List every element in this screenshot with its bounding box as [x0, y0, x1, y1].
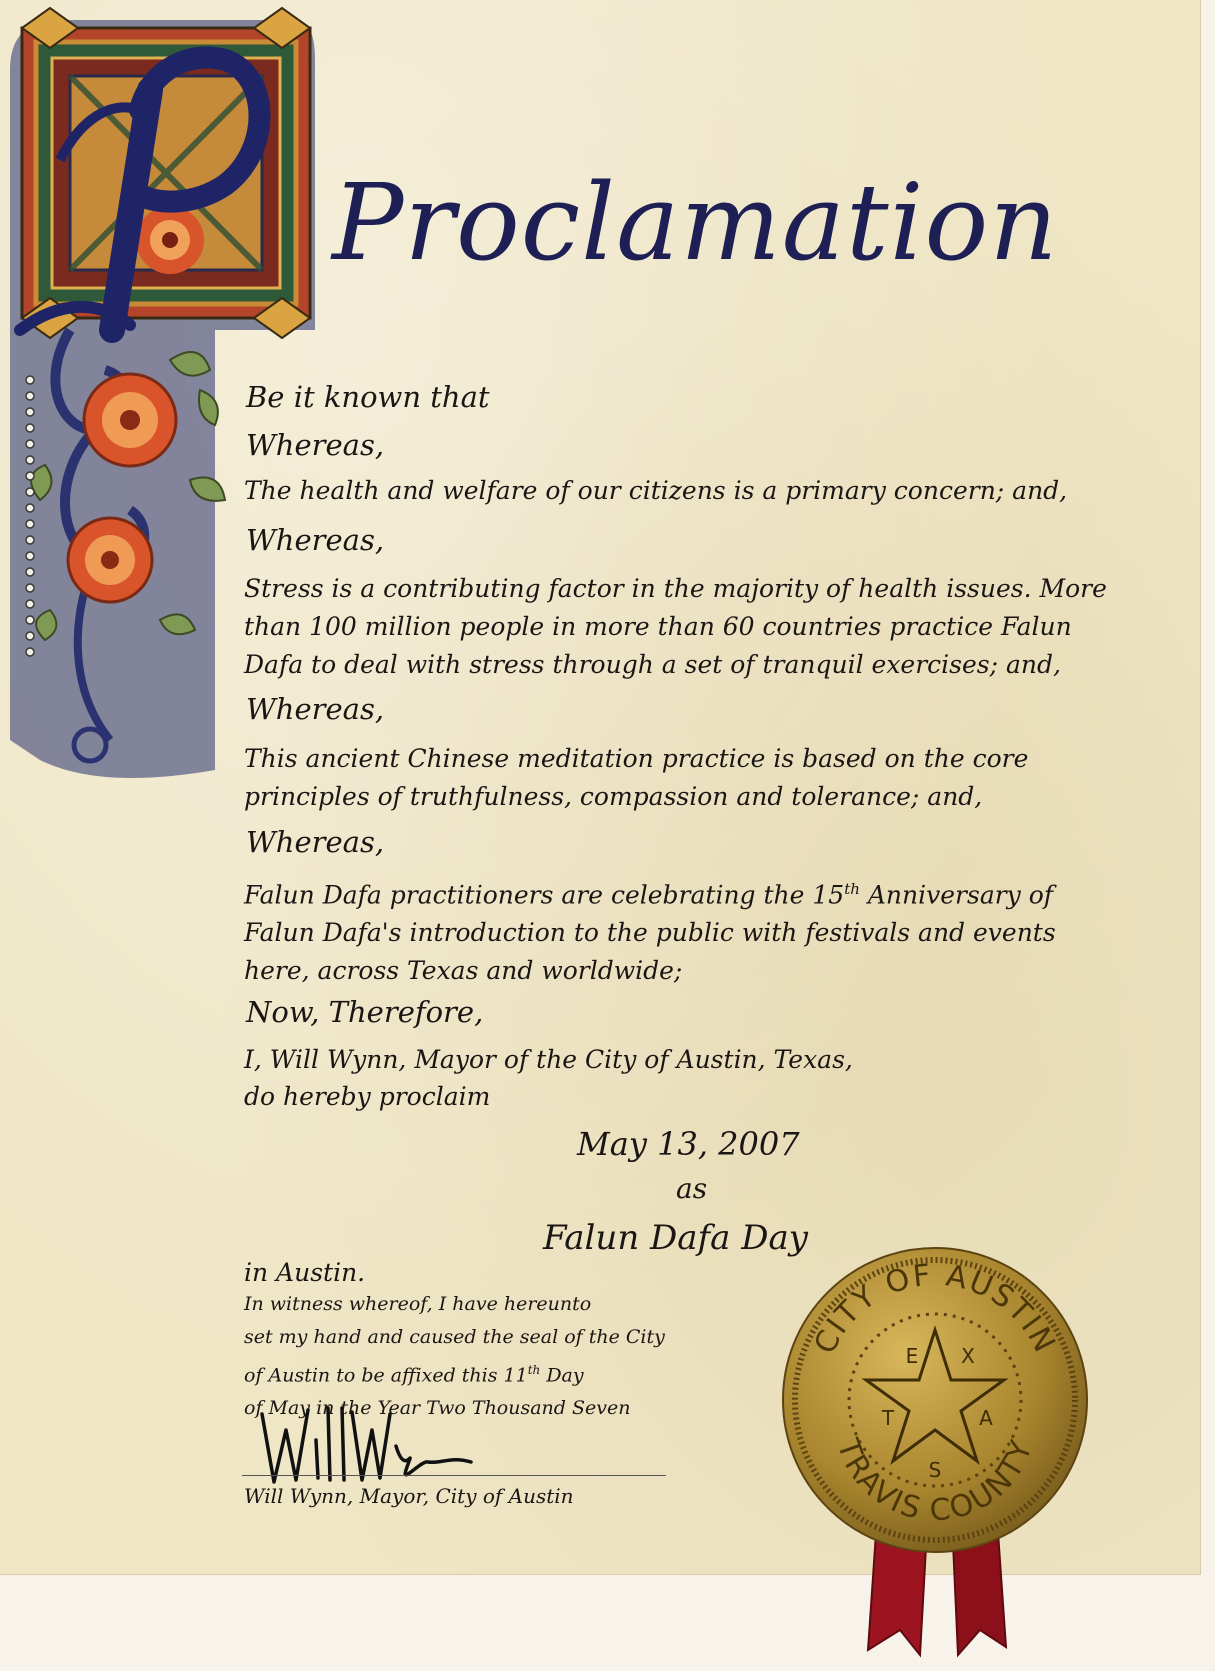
city-seal [780, 1245, 1095, 1665]
intro-line: Be it known that [246, 380, 490, 414]
whereas-label-1: Whereas, [246, 428, 385, 462]
day-name: Falun Dafa Day [543, 1218, 808, 1258]
witness-line-3-end: Day [540, 1364, 584, 1387]
proclaimed-date: May 13, 2007 [577, 1125, 800, 1163]
clause-2-paragraph [244, 570, 1107, 684]
clause-3-line-1: This ancient Chinese meditation practice is based on the core [244, 744, 1029, 773]
whereas-label-3: Whereas, [246, 692, 385, 726]
witness-line-3-start: of Austin to be affixed this 11 [244, 1364, 528, 1387]
witness-line-1: In witness whereof, I have hereunto [244, 1293, 592, 1315]
witness-line-2: set my hand and caused the seal of the City [244, 1326, 665, 1348]
as-word: as [676, 1172, 708, 1205]
clause-2-line-3: Dafa to deal with stress through a set of tranquil exercises; and, [244, 650, 1061, 679]
seal-letter-x: X [961, 1344, 975, 1368]
mayor-statement-line-1: I, Will Wynn, Mayor of the City of Austin, Texas, [244, 1045, 853, 1074]
seal-bottom-text: TRAVIS COUNTY [829, 1434, 1041, 1529]
clause-2-line-2: than 100 million people in more than 60 countries practice Falun [244, 612, 1072, 641]
clause-3-line-2: principles of truthfulness, compassion and tolerance; and, [244, 782, 983, 811]
seal-letter-t: T [881, 1406, 895, 1430]
now-therefore: Now, Therefore, [246, 995, 484, 1029]
clause-4-line-1-end: Anniversary of [859, 880, 1054, 910]
clause-4-line-2: Falun Dafa's introduction to the public with festivals and events [244, 918, 1056, 948]
clause-4-line-3: here, across Texas and worldwide; [244, 956, 683, 986]
whereas-label-2: Whereas, [246, 523, 385, 557]
seal-letter-a: A [979, 1406, 993, 1430]
witness-line-3 [244, 1354, 665, 1392]
clause-1-line-1: The health and welfare of our citizens is a primary concern; and, [244, 476, 1068, 505]
place-line: in Austin. [244, 1258, 366, 1287]
witness-ordinal: th [527, 1363, 541, 1377]
clause-3-paragraph [244, 740, 1028, 816]
clause-4-paragraph [244, 870, 1056, 990]
seal-letter-s: S [928, 1458, 942, 1482]
mayor-signature [256, 1400, 476, 1492]
clause-2-line-1: Stress is a contributing factor in the majority of health issues. More [244, 574, 1107, 603]
mayor-statement-line-2: do hereby proclaim [244, 1082, 491, 1111]
clause-4-line-1 [244, 870, 1056, 914]
whereas-label-4: Whereas, [246, 825, 385, 859]
signature-caption: Will Wynn, Mayor, City of Austin [244, 1484, 574, 1508]
seal-top-text: CITY OF AUSTIN [807, 1257, 1063, 1360]
signature-line [242, 1475, 666, 1476]
seal-letter-e: E [905, 1344, 919, 1368]
witness-line-4: of May in the Year Two Thousand Seven [244, 1397, 631, 1420]
ordinal-suffix: th [844, 880, 860, 898]
proclamation-title: Proclamation [332, 161, 1059, 284]
clause-4-line-1-start: Falun Dafa practitioners are celebrating the 15 [244, 880, 845, 910]
